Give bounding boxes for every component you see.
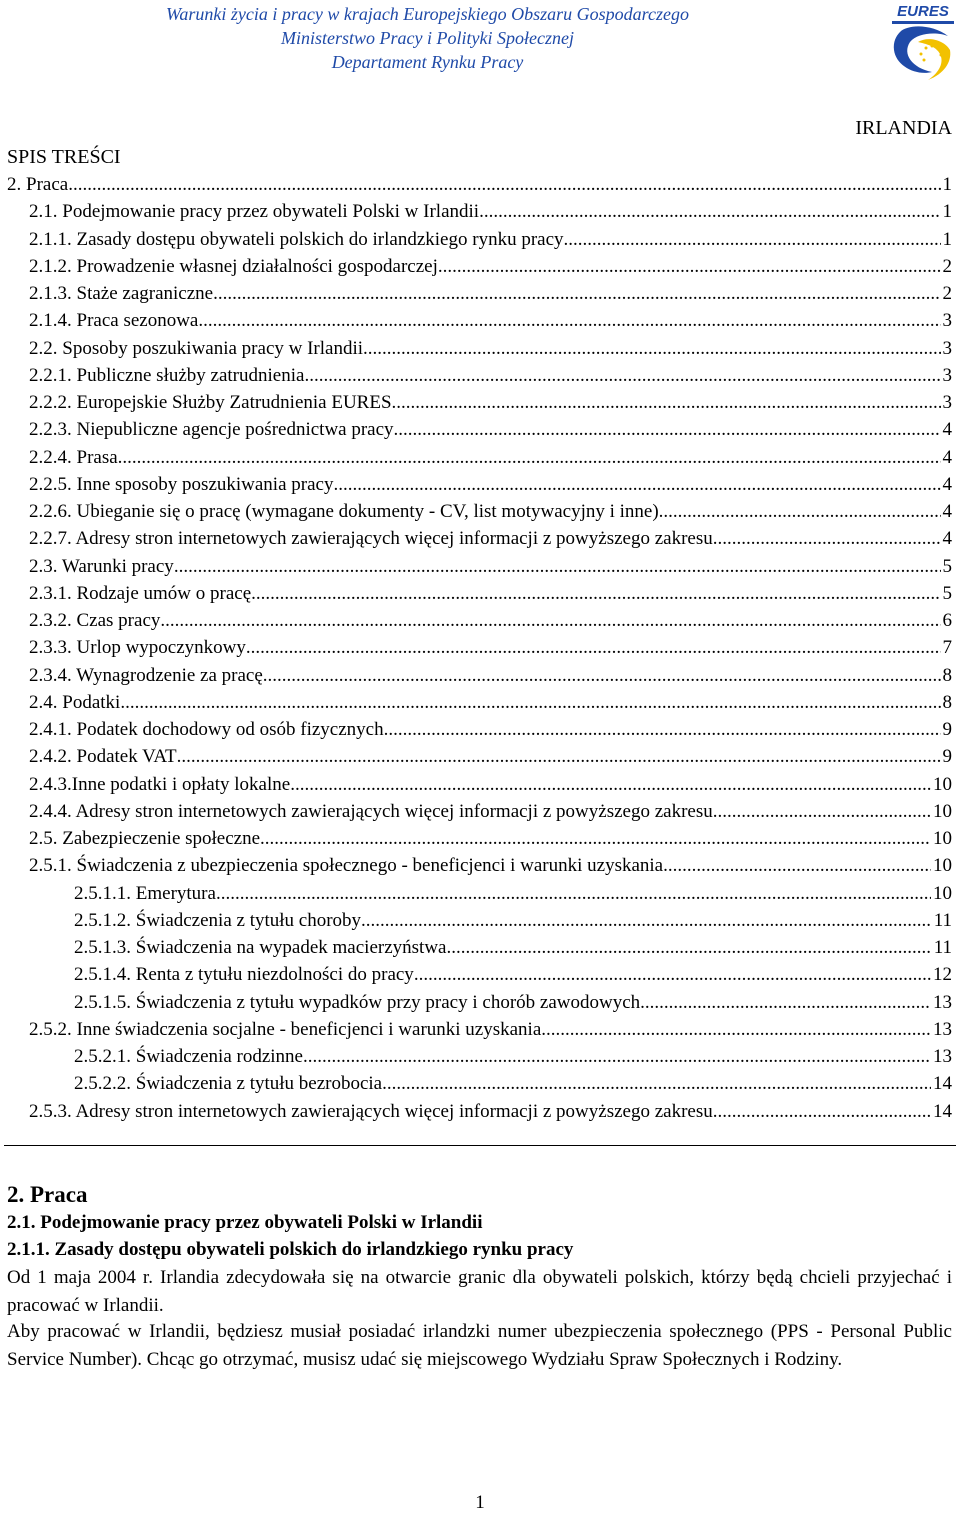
toc-entry[interactable]: [7, 1070, 952, 1097]
toc-leader-dots: [333, 471, 940, 498]
toc-entry-page: 13: [933, 1046, 952, 1067]
toc-entry-page: 13: [933, 1018, 952, 1040]
toc-leader-dots: [303, 1043, 931, 1070]
paragraph-2: Aby pracować w Irlandii, będziesz musiał posiadać irlandzki numer ubezpieczenia społecznego (PPS - Personal Public Service Number). Chcąc go otrzymać, musisz udać się miejscowego Wydziału Spraw Społecznych i Rodziny.: [7, 1321, 952, 1370]
toc-entry[interactable]: [7, 1098, 952, 1125]
toc-entry-label: 2.5. Zabezpieczenie społeczne: [29, 828, 261, 849]
toc-entry-page: 9: [942, 746, 952, 768]
toc-leader-dots: [290, 771, 931, 798]
toc-leader-dots: [246, 634, 941, 661]
toc-entry-label: 2. Praca: [7, 174, 69, 195]
toc-entry-page: 14: [933, 1100, 952, 1122]
toc-entry-page: 11: [933, 909, 952, 931]
toc-leader-dots: [640, 989, 931, 1016]
toc-entry-page: 13: [933, 991, 952, 1013]
toc-entry-page: 10: [933, 882, 952, 904]
toc-entry-label: 2.4.1. Podatek dochodowy od osób fizycznych: [29, 719, 384, 740]
toc-entry[interactable]: [7, 389, 952, 416]
toc-entry[interactable]: [7, 280, 952, 307]
toc-entry-label: 2.4.3.Inne podatki i opłaty lokalne: [29, 773, 291, 795]
toc-leader-dots: [251, 580, 940, 607]
toc-leader-dots: [68, 171, 940, 198]
toc-entry-label: 2.4.2. Podatek VAT: [29, 746, 177, 768]
toc-entry[interactable]: [7, 743, 952, 770]
toc-entry-label: 2.5.1. Świadczenia z ubezpieczenia społecznego - beneficjenci i warunki uzyskania: [29, 855, 664, 877]
toc-leader-dots: [438, 253, 941, 280]
toc-leader-dots: [120, 689, 940, 716]
toc-entry[interactable]: [7, 1016, 952, 1043]
toc-entry[interactable]: [7, 253, 952, 280]
toc-entry[interactable]: [7, 662, 952, 689]
toc-leader-dots: [392, 389, 941, 416]
toc-entry-page: 9: [942, 719, 952, 740]
toc-entry-page: 8: [942, 664, 952, 686]
toc-leader-dots: [479, 198, 940, 225]
toc-entry-label: 2.1. Podejmowanie pracy przez obywateli Polski w Irlandii: [29, 201, 480, 223]
toc-entry[interactable]: [7, 416, 952, 443]
table-of-contents: [7, 171, 952, 1125]
toc-entry[interactable]: [7, 444, 952, 471]
toc-entry-label: 2.5.2.1. Świadczenia rodzinne: [74, 1046, 303, 1067]
page-number: 1: [475, 1492, 485, 1513]
toc-entry-page: 10: [933, 855, 952, 877]
toc-entry-page: 1: [942, 228, 952, 250]
toc-entry-label: 2.5.2.2. Świadczenia z tytułu bezrobocia: [74, 1073, 383, 1095]
toc-leader-dots: [659, 498, 941, 525]
toc-entry[interactable]: [7, 852, 952, 879]
toc-entry[interactable]: [7, 880, 952, 907]
toc-entry-label: 2.5.1.5. Świadczenia z tytułu wypadków przy pracy i chorób zawodowych: [74, 991, 641, 1013]
toc-leader-dots: [713, 1098, 931, 1125]
toc-entry[interactable]: [7, 989, 952, 1016]
toc-leader-dots: [198, 307, 940, 334]
toc-entry-page: 10: [933, 773, 952, 795]
eures-logo: [888, 2, 958, 84]
eures-logo-text: EURES: [897, 3, 949, 20]
toc-entry-label: 2.5.3. Adresy stron internetowych zawierających więcej informacji z powyższego zakresu: [29, 1100, 713, 1122]
toc-leader-dots: [174, 553, 941, 580]
toc-title: SPIS TREŚCI: [7, 146, 121, 168]
toc-entry[interactable]: [7, 716, 952, 743]
paragraph-1: Od 1 maja 2004 r. Irlandia zdecydowała się na otwarcie granic dla obywateli polskich, którzy będą chcieli przyjechać i pracować w Irlandii.: [7, 1267, 952, 1316]
toc-entry[interactable]: [7, 934, 952, 961]
toc-entry[interactable]: [7, 171, 952, 198]
toc-entry[interactable]: [7, 634, 952, 661]
toc-entry-label: 2.5.1.1. Emerytura: [74, 882, 216, 904]
toc-entry-label: 2.2.1. Publiczne służby zatrudnienia: [29, 364, 305, 386]
section-heading-praca: 2. Praca: [7, 1182, 88, 1207]
toc-entry[interactable]: [7, 226, 952, 253]
toc-leader-dots: [213, 280, 940, 307]
toc-leader-dots: [216, 880, 931, 907]
toc-entry[interactable]: [7, 907, 952, 934]
toc-entry-label: 2.3.4. Wynagrodzenie za pracę: [29, 664, 263, 686]
toc-entry-page: 12: [933, 964, 952, 986]
toc-leader-dots: [118, 444, 941, 471]
toc-leader-dots: [713, 798, 931, 825]
toc-entry[interactable]: [7, 1043, 952, 1070]
toc-entry-page: 4: [942, 446, 952, 468]
toc-entry[interactable]: [7, 961, 952, 988]
toc-entry-label: 2.2.7. Adresy stron internetowych zawierających więcej informacji z powyższego zakresu: [29, 528, 713, 550]
toc-entry[interactable]: [7, 825, 952, 852]
toc-entry[interactable]: [7, 362, 952, 389]
toc-entry-page: 11: [933, 937, 952, 958]
toc-entry[interactable]: [7, 771, 952, 798]
toc-entry-page: 4: [942, 528, 952, 550]
toc-entry-page: 3: [942, 392, 952, 413]
toc-entry-label: 2.2.5. Inne sposoby poszukiwania pracy: [29, 473, 334, 495]
toc-entry-label: 2.5.1.2. Świadczenia z tytułu choroby: [74, 909, 362, 931]
toc-entry[interactable]: [7, 198, 952, 225]
header-line-1: Warunki życia i pracy w krajach Europejskiego Obszaru Gospodarczego: [166, 4, 689, 24]
toc-entry-page: 10: [933, 828, 952, 849]
toc-entry-label: 2.1.2. Prowadzenie własnej działalności gospodarczej: [29, 255, 438, 277]
toc-entry[interactable]: [7, 798, 952, 825]
toc-entry[interactable]: [7, 471, 952, 498]
toc-entry-label: 2.3.3. Urlop wypoczynkowy: [29, 637, 246, 659]
header-line-2: Ministerstwo Pracy i Polityki Społecznej: [281, 28, 574, 48]
toc-entry-label: 2.4. Podatki: [29, 691, 121, 713]
toc-entry-page: 2: [942, 255, 952, 277]
toc-leader-dots: [160, 607, 940, 634]
header-line-3: Departament Rynku Pracy: [331, 52, 524, 72]
toc-entry-page: 2: [942, 283, 952, 304]
toc-entry-page: 14: [933, 1073, 952, 1095]
toc-entry-label: 2.5.2. Inne świadczenia socjalne - beneficjenci i warunki uzyskania: [29, 1018, 542, 1040]
toc-entry-page: 4: [942, 501, 952, 522]
toc-entry-label: 2.1.3. Staże zagraniczne: [29, 283, 214, 304]
toc-entry-page: 4: [942, 473, 952, 495]
toc-entry-label: 2.2.4. Prasa: [29, 446, 118, 468]
toc-entry-label: 2.2.3. Niepubliczne agencje pośrednictwa pracy: [29, 419, 394, 441]
toc-entry-label: 2.1.1. Zasady dostępu obywateli polskich do irlandzkiego rynku pracy: [29, 228, 564, 250]
toc-entry-page: 8: [942, 691, 952, 713]
toc-leader-dots: [260, 825, 931, 852]
toc-entry-label: 2.3. Warunki pracy: [29, 555, 174, 577]
toc-entry-page: 7: [942, 637, 952, 659]
toc-entry[interactable]: [7, 307, 952, 334]
toc-entry[interactable]: [7, 607, 952, 634]
subsection-heading-2-1-1: 2.1.1. Zasady dostępu obywateli polskich do irlandzkiego rynku pracy: [7, 1239, 574, 1260]
toc-entry-label: 2.2. Sposoby poszukiwania pracy w Irlandii: [29, 337, 364, 359]
toc-leader-dots: [713, 525, 941, 552]
toc-leader-dots: [663, 852, 931, 879]
toc-leader-dots: [414, 961, 931, 988]
toc-entry-label: 2.4.4. Adresy stron internetowych zawierających więcej informacji z powyższego zakresu: [29, 800, 713, 822]
toc-leader-dots: [177, 743, 941, 770]
toc-leader-dots: [304, 362, 940, 389]
toc-leader-dots: [382, 1070, 931, 1097]
toc-entry-page: 3: [942, 337, 952, 359]
toc-entry-label: 2.5.1.4. Renta z tytułu niezdolności do pracy: [74, 964, 414, 986]
toc-leader-dots: [361, 907, 932, 934]
toc-entry-label: 2.2.6. Ubieganie się o pracę (wymagane dokumenty - CV, list motywacyjny i inne): [29, 501, 659, 522]
toc-entry-page: 4: [942, 419, 952, 441]
toc-entry-page: 5: [942, 582, 952, 604]
toc-entry-page: 1: [942, 174, 952, 195]
toc-entry[interactable]: [7, 525, 952, 552]
toc-leader-dots: [363, 335, 940, 362]
country-label: IRLANDIA: [855, 117, 952, 139]
toc-leader-dots: [446, 934, 931, 961]
subsection-heading-2-1: 2.1. Podejmowanie pracy przez obywateli Polski w Irlandii: [7, 1212, 483, 1233]
section-divider: [4, 1145, 956, 1146]
toc-entry-label: 2.3.1. Rodzaje umów o pracę: [29, 582, 252, 604]
toc-leader-dots: [394, 416, 941, 443]
toc-entry-page: 3: [942, 364, 952, 386]
toc-entry[interactable]: [7, 335, 952, 362]
toc-entry[interactable]: [7, 580, 952, 607]
toc-leader-dots: [564, 226, 941, 253]
toc-entry-page: 5: [942, 555, 952, 577]
toc-entry[interactable]: [7, 553, 952, 580]
toc-leader-dots: [263, 662, 941, 689]
toc-leader-dots: [541, 1016, 931, 1043]
toc-entry-page: 1: [942, 201, 952, 223]
toc-entry[interactable]: [7, 498, 952, 525]
toc-entry-label: 2.1.4. Praca sezonowa: [29, 310, 199, 332]
toc-leader-dots: [384, 716, 941, 743]
toc-entry-page: 6: [942, 610, 952, 631]
toc-entry[interactable]: [7, 689, 952, 716]
toc-entry-label: 2.3.2. Czas pracy: [29, 610, 161, 631]
document-header: [0, 2, 960, 74]
toc-entry-label: 2.2.2. Europejskie Służby Zatrudnienia EURES: [29, 392, 392, 413]
toc-entry-page: 10: [933, 800, 952, 822]
toc-entry-page: 3: [942, 310, 952, 332]
toc-entry-label: 2.5.1.3. Świadczenia na wypadek macierzyństwa: [74, 937, 447, 958]
